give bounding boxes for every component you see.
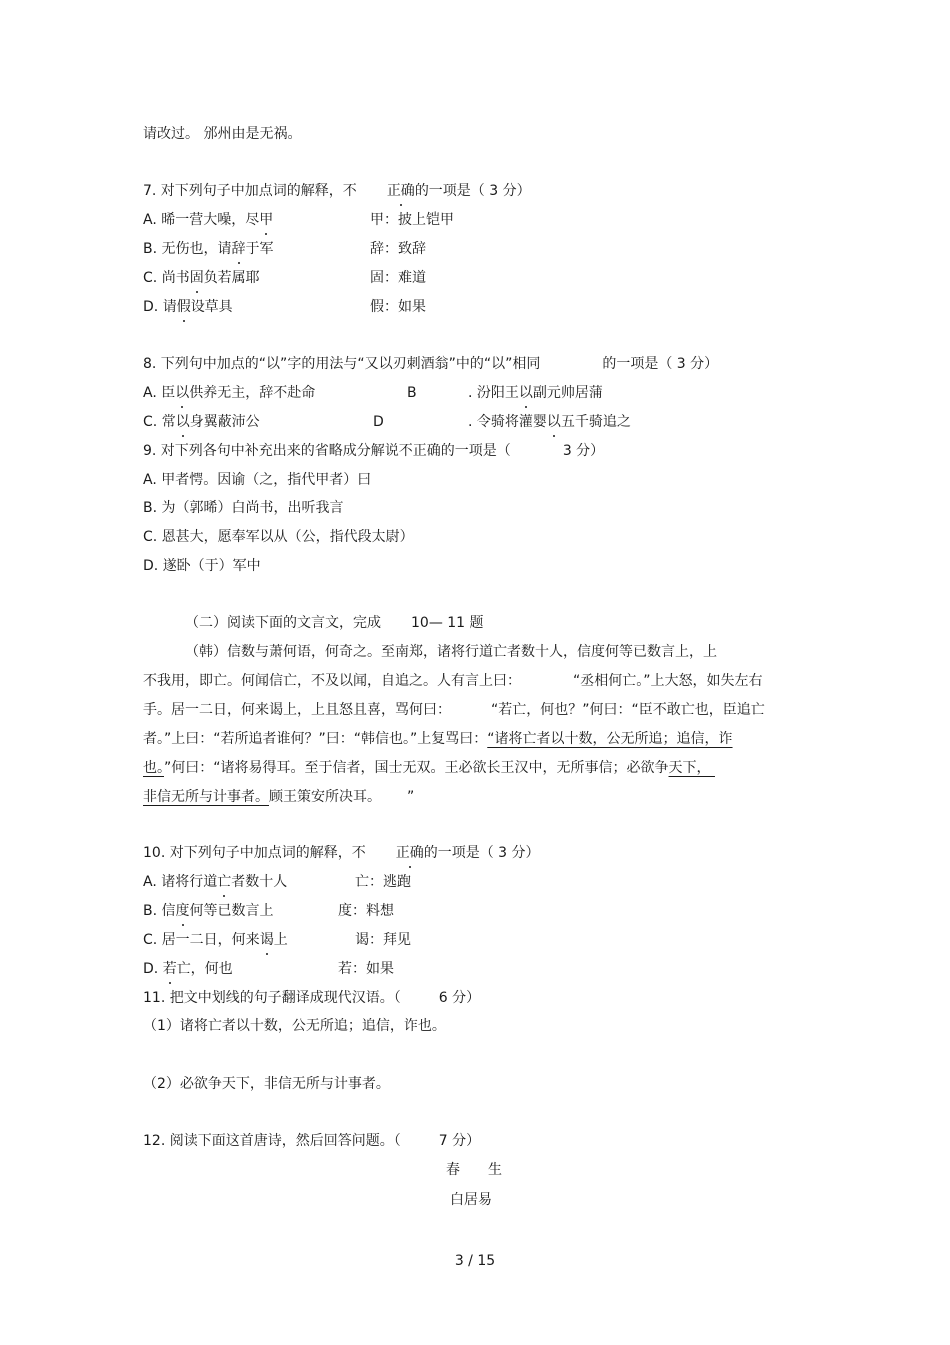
q11-sentence-1: （1）诸将亡者以十数，公无所追；追信，诈也。 [143, 1018, 446, 1034]
dotted-word: 若 [162, 961, 177, 977]
passage-line-6 [143, 787, 414, 807]
option-text: 为（郭晞）白尚书，出听我言 [161, 500, 344, 516]
q8-option-d [468, 412, 631, 432]
q11-stem-a: 11. 把文中划线的句子翻译成现代汉语。（ [143, 990, 401, 1006]
passage-text: “丞相何亡。”上大怒，如失左右 [573, 673, 763, 689]
q10-stem-dotted: 正确 [395, 845, 424, 861]
option-text: . 令骑将灌婴 [468, 414, 547, 430]
q8-option-c [143, 412, 260, 432]
dotted-word: 固 [189, 270, 204, 286]
option-text-b: 负若属耶 [203, 270, 260, 286]
q7-stem-c: 的一项是（ 3 分） [414, 183, 531, 199]
dotted-word: 以 [518, 385, 533, 401]
option-label: A. [143, 472, 157, 488]
poem-title-char: 春 [446, 1162, 460, 1178]
dotted-word: 甲 [259, 212, 274, 228]
passage-line-1: （韩）信数与萧何语，何奇之。至南郑，诸将行道亡者数十人，信度何等已数言上，上 [185, 644, 717, 660]
option-label: A. [143, 212, 157, 228]
q7-option-b [143, 239, 274, 259]
q8-stem [143, 354, 718, 374]
q8-option-d-label: D [373, 414, 384, 430]
q12-stem-b: 7 分） [438, 1133, 481, 1149]
q11-stem-b: 6 分） [438, 990, 481, 1006]
q10-option-c [143, 930, 288, 950]
poem-title [446, 1160, 502, 1180]
passage-text: 不我用，即亡。何闻信亡，不及以闻，自追之。人有言上曰： [143, 673, 521, 689]
intro-line: 请改过。 邠州由是无祸。 [143, 126, 302, 142]
q7-option-b-explain: 辞：致辞 [370, 241, 426, 257]
heading-a: （二）阅读下面的文言文，完成 [185, 615, 381, 631]
option-text-b: 于军 [245, 241, 274, 257]
option-text-b: 何等已数言上 [189, 903, 274, 919]
dotted-word: 以 [175, 414, 190, 430]
q10-stem-a: 10. 对下列句子中加点词的解释，不 [143, 845, 366, 861]
passage-line-5 [143, 758, 773, 778]
q11-stem [143, 988, 480, 1008]
q9-stem [143, 441, 604, 461]
option-text: 常 [161, 414, 176, 430]
q8-option-b [468, 383, 603, 403]
option-text: 信 [161, 903, 176, 919]
passage-text: 手。居一二日，何来谒上，上且怒且喜，骂何曰： [143, 702, 451, 718]
passage-line-4 [143, 729, 733, 749]
q7-stem-a: 7. 对下列句子中加点词的解释，不 [143, 183, 357, 199]
q8-stem-b: 的一项是（ 3 分） [602, 356, 719, 372]
option-label: C. [143, 414, 158, 430]
q10-option-a-explain: 亡：逃跑 [355, 874, 411, 890]
option-text-b: 身翼蔽沛公 [189, 414, 260, 430]
option-text-b: 上 [273, 932, 288, 948]
q12-stem-a: 12. 阅读下面这首唐诗，然后回答问题。（ [143, 1133, 401, 1149]
option-text: 尚书 [161, 270, 190, 286]
option-label: D. [143, 558, 159, 574]
dotted-word: 以 [175, 385, 190, 401]
passage-text: ” [407, 789, 415, 805]
q10-option-c-explain: 谒：拜见 [355, 932, 411, 948]
option-label: A. [143, 385, 157, 401]
dotted-word: 亡 [217, 874, 232, 890]
option-text-b: 副元帅居蒲 [532, 385, 603, 401]
q7-option-d [143, 297, 233, 317]
section2-heading [185, 613, 484, 633]
option-text-b: 五千骑追之 [560, 414, 631, 430]
q8-option-a [143, 383, 315, 403]
q9-stem-a: 9. 对下列各句中补充出来的省略成分解说不正确的一项是（ [143, 443, 511, 459]
option-text: 甲者愕。因谕（之，指代甲者）曰 [161, 472, 372, 488]
passage-text: “若亡，何也？”何曰：“臣不敢亡也，臣追亡 [491, 702, 765, 718]
underlined-sentence-2: 非信无所与计事者。 [143, 789, 269, 805]
q10-stem-c: 的一项是（ 3 分） [423, 845, 540, 861]
q7-stem-dotted: 正确 [386, 183, 415, 199]
option-label: B. [143, 500, 158, 516]
q10-option-d-explain: 若：如果 [338, 961, 394, 977]
q10-option-b-explain: 度：料想 [338, 903, 394, 919]
q10-option-a [143, 872, 287, 892]
page-number: 3 / 15 [454, 1253, 496, 1269]
q7-option-a-explain: 甲：披上铠甲 [370, 212, 454, 228]
q9-option-a [143, 470, 371, 490]
option-text: . 汾阳王 [468, 385, 519, 401]
heading-b: 10— 11 题 [411, 615, 484, 631]
q12-stem [143, 1131, 480, 1151]
option-text: 遂卧（于）军中 [162, 558, 261, 574]
q7-option-c-explain: 固：难道 [370, 270, 426, 286]
option-text: 请 [162, 299, 177, 315]
passage-line-2 [143, 671, 763, 691]
dotted-word: 假 [176, 299, 191, 315]
poem-author: 白居易 [450, 1192, 492, 1208]
q7-option-a [143, 210, 273, 230]
q9-option-c [143, 527, 414, 547]
option-text: 恩甚大，愿奉军以从（公，指代段太尉） [161, 529, 414, 545]
option-text-b: 设草具 [190, 299, 233, 315]
q10-stem [143, 843, 540, 863]
option-label: C. [143, 932, 158, 948]
q8-stem-a: 8. 下列句中加点的“以”字的用法与“又以刃刺酒翁”中的“以”相同 [143, 356, 541, 372]
q10-option-d [143, 959, 233, 979]
dotted-word: 以 [546, 414, 561, 430]
passage-text: 顾王策安所决耳。 [269, 789, 381, 805]
option-text: 诸将行道 [161, 874, 218, 890]
option-label: B. [143, 241, 158, 257]
option-text-b: 供养无主，辞不赴命 [189, 385, 316, 401]
q9-option-d [143, 556, 261, 576]
option-label: C. [143, 270, 158, 286]
dotted-word: 辞 [231, 241, 246, 257]
option-label: C. [143, 529, 158, 545]
q7-option-c [143, 268, 260, 288]
option-text: 无伤也，请 [161, 241, 232, 257]
option-label: D. [143, 961, 159, 977]
option-label: D. [143, 299, 159, 315]
q8-option-b-label: B [407, 385, 417, 401]
q7-option-d-explain: 假：如果 [370, 299, 426, 315]
q9-stem-b: 3 分） [562, 443, 605, 459]
dotted-word: 度 [175, 903, 190, 919]
option-text: 臣 [161, 385, 176, 401]
passage-text: 者。”上曰：“若所追者谁何？”曰：“韩信也。”上复骂曰： [143, 731, 488, 747]
option-text-b: 亡，何也 [176, 961, 233, 977]
q9-option-b [143, 498, 344, 518]
option-label: B. [143, 903, 158, 919]
option-label: A. [143, 874, 157, 890]
q10-option-b [143, 901, 274, 921]
q11-sentence-2: （2）必欲争天下，非信无所与计事者。 [143, 1076, 390, 1092]
option-text-b: 者数十人 [231, 874, 288, 890]
underlined-sentence: 也。 [143, 760, 164, 776]
underlined-sentence: “诸将亡者以十数，公无所追；追信，诈 [487, 731, 733, 747]
underlined-sentence-2: 天下， [668, 760, 711, 776]
dotted-word: 谒 [259, 932, 274, 948]
option-text: 居一二日，何来 [161, 932, 260, 948]
poem-title-char: 生 [488, 1162, 502, 1178]
passage-text: ”何曰：“诸将易得耳。至于信者，国士无双。王必欲长王汉中，无所事信；必欲争 [164, 760, 669, 776]
q7-stem [143, 181, 531, 201]
option-text: 晞一营大噪，尽 [161, 212, 260, 228]
passage-line-3 [143, 700, 765, 720]
